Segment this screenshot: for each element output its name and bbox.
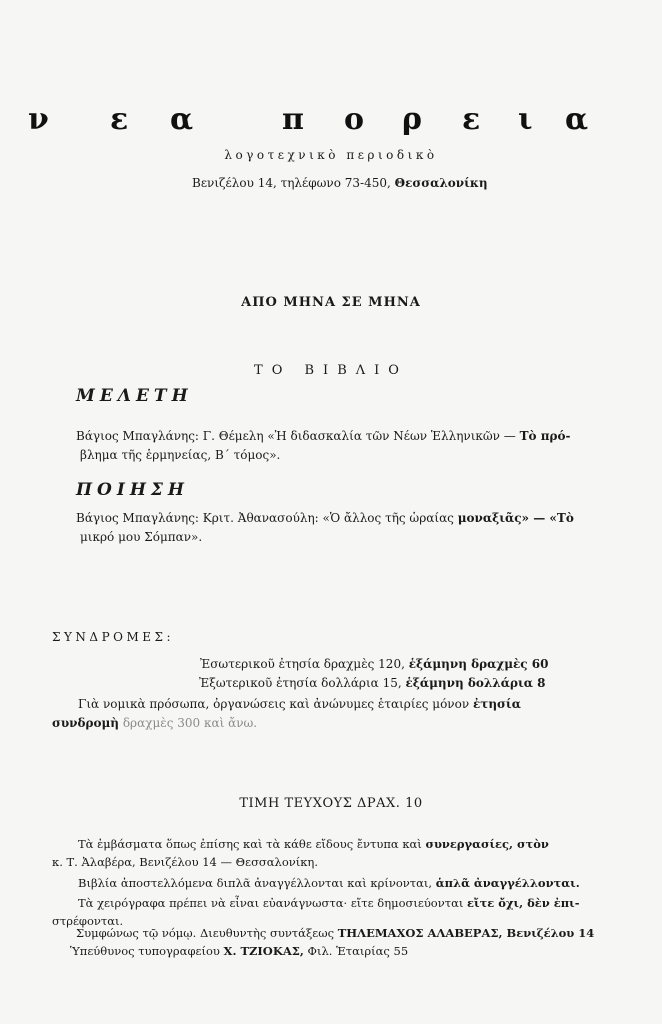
poetry-entry-text: Βάγιος Μπαγλάνης: Κριτ. Ἀθανασούλη: «Ὁ ἄλλος τῆς ὡραίας — [76, 511, 454, 525]
category-study: ΜΕΛΕΤΗ — [76, 386, 193, 406]
masthead-letter: α — [170, 102, 194, 137]
masthead-letter: ε — [110, 102, 129, 137]
masthead-letter: α — [565, 102, 589, 137]
note-manuscripts-text: Τὰ χειρόγραφα πρέπει νὰ εἶναι εὐανάγνωστα· εἴτε δημοσιεύονται — [78, 896, 464, 910]
domestic-rate-semester: ἑξάμηνη δραχμὲς 60 — [408, 657, 549, 671]
note-books-bold: ἁπλᾶ ἀναγγέλλονται. — [435, 876, 580, 890]
imprint-editor — [76, 926, 594, 940]
imprint-printer-text: Ὑπεύθυνος τυπογραφείου — [70, 944, 220, 958]
foreign-rate-annual: Ἐξωτερικοῦ ἐτησία δολλάρια 15, — [199, 676, 402, 690]
note-manuscripts-cont: στρέφονται. — [52, 914, 124, 928]
category-poetry: ΠΟΙΗΣΗ — [76, 480, 189, 500]
note-books-text: Βιβλία ἀποστελλόμενα διπλᾶ ἀναγγέλλονται καὶ κρίνονται, — [78, 876, 433, 890]
section-title: ΑΠΟ ΜΗΝΑ ΣΕ ΜΗΝΑ — [241, 295, 421, 310]
imprint-editor-text: Συμφώνως τῷ νόμῳ. Διευθυντὴς συντάξεως — [76, 926, 335, 940]
note-books — [52, 874, 592, 892]
legal-entities-rate — [52, 695, 590, 733]
book-heading: ΤΟ ΒΙΒΛΙΟ — [254, 363, 408, 378]
study-entry-title: Τὸ πρό- — [519, 429, 571, 443]
imprint-editor-name: ΤΗΛΕΜΑΧΟΣ ΑΛΑΒΕΡΑΣ, Βενιζέλου 14 — [337, 926, 595, 940]
imprint-printer-name: Χ. ΤΖΙΟΚΑΣ, — [223, 944, 304, 958]
address-text: Βενιζέλου 14, τηλέφωνο 73-450, — [192, 176, 391, 190]
foreign-rate — [199, 676, 546, 690]
study-entry-text: Βάγιος Μπαγλάνης: Γ. Θέμελη «Ἡ διδασκαλία τῶν Νέων Ἑλληνικῶν — — [76, 429, 516, 443]
imprint-printer — [70, 944, 408, 958]
note-manuscripts — [52, 894, 592, 930]
subscriptions-heading: ΣΥΝΔΡΟΜΕΣ: — [52, 630, 175, 644]
journal-subtitle: λογοτεχνικὸ περιοδικὸ — [224, 148, 438, 162]
imprint-printer-address: Φιλ. Ἑταιρίας 55 — [307, 944, 409, 958]
poetry-entry-cont: μικρό μου Σόμπαν». — [80, 530, 203, 544]
note-remittances-text: Τὰ ἐμβάσματα ὅπως ἐπίσης καὶ τὰ κάθε εἴδους ἔντυπα καὶ — [78, 837, 422, 851]
study-entry-cont: βλημα τῆς ἑρμηνείας, Β΄ τόμος». — [80, 448, 281, 462]
legal-rate-text: Γιὰ νομικὰ πρόσωπα, ὀργανώσεις καὶ ἀνώνυμες ἑταιρίες μόνον — [78, 697, 470, 711]
note-remittances — [52, 835, 592, 871]
masthead-title — [28, 102, 636, 142]
masthead-letter: ν — [28, 102, 49, 137]
note-remittances-address: κ. Τ. Ἀλαβέρα, Βενιζέλου 14 — Θεσσαλονίκη. — [52, 855, 318, 869]
masthead-letter: ε — [462, 102, 481, 137]
study-entry — [76, 427, 588, 465]
issue-price: ΤΙΜΗ ΤΕΥΧΟΥΣ ΔΡΑΧ. 10 — [239, 796, 423, 811]
masthead-letter: ρ — [402, 102, 422, 137]
note-remittances-bold: συνεργασίες, στὸν — [425, 837, 549, 851]
poetry-entry — [76, 509, 588, 547]
journal-address — [192, 176, 488, 190]
legal-rate-bold: ἐτησία συνδρομὴ — [52, 697, 521, 730]
legal-rate-amount: δραχμὲς 300 καὶ ἄνω. — [122, 716, 258, 730]
domestic-rate-annual: Ἐσωτερικοῦ ἐτησία δραχμὲς 120, — [200, 657, 405, 671]
masthead-letter: π — [282, 102, 304, 137]
poetry-entry-title: μοναξιᾶς» — «Τὸ — [457, 511, 574, 525]
domestic-rate — [200, 657, 548, 671]
address-city: Θεσσαλονίκη — [394, 176, 488, 190]
masthead-letter: ι — [518, 102, 533, 137]
foreign-rate-semester: ἑξάμηνη δολλάρια 8 — [405, 676, 546, 690]
note-manuscripts-bold: εἴτε ὄχι, δὲν ἐπι- — [467, 896, 580, 910]
masthead-letter: ο — [344, 102, 365, 137]
